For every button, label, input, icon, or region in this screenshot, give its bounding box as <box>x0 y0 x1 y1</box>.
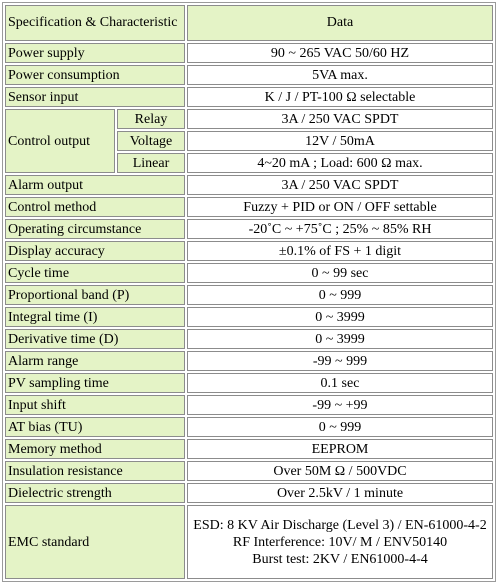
table-row <box>5 65 493 85</box>
row-value: EEPROM <box>187 439 493 459</box>
row-label: Dielectric strength <box>5 483 185 503</box>
row-label: AT bias (TU) <box>5 417 185 437</box>
table-row <box>5 351 493 371</box>
emc-standard-value <box>187 505 493 579</box>
table-row <box>5 175 493 195</box>
table-row <box>5 417 493 437</box>
row-value: 5VA max. <box>187 65 493 85</box>
control-output-label: Control output <box>5 109 115 173</box>
row-label: Integral time (I) <box>5 307 185 327</box>
table-row <box>5 329 493 349</box>
table-row <box>5 109 493 129</box>
table-row <box>5 505 493 579</box>
row-value: 0 ~ 3999 <box>187 307 493 327</box>
row-value: 0 ~ 999 <box>187 285 493 305</box>
table-row <box>5 285 493 305</box>
table-row <box>5 197 493 217</box>
row-value: -99 ~ 999 <box>187 351 493 371</box>
table-row <box>5 483 493 503</box>
row-label: PV sampling time <box>5 373 185 393</box>
row-label: Derivative time (D) <box>5 329 185 349</box>
header-characteristic: Specification & Characteristic <box>5 5 185 41</box>
row-value: 90 ~ 265 VAC 50/60 HZ <box>187 43 493 63</box>
row-value: 0 ~ 999 <box>187 417 493 437</box>
row-label: Power consumption <box>5 65 185 85</box>
row-value: -99 ~ +99 <box>187 395 493 415</box>
row-value: -20˚C ~ +75˚C ; 25% ~ 85% RH <box>187 219 493 239</box>
emc-line-rf: RF Interference: 10V/ M / ENV50140 <box>232 534 448 550</box>
row-value: Fuzzy + PID or ON / OFF settable <box>187 197 493 217</box>
row-value: 3A / 250 VAC SPDT <box>187 175 493 195</box>
sub-row-label-relay: Relay <box>117 109 185 129</box>
emc-line-burst: Burst test: 2KV / EN61000-4-4 <box>252 551 428 567</box>
row-value: Over 50M Ω / 500VDC <box>187 461 493 481</box>
row-label: Control method <box>5 197 185 217</box>
sub-row-label-voltage: Voltage <box>117 131 185 151</box>
emc-standard-label: EMC standard <box>5 505 185 579</box>
table-row <box>5 461 493 481</box>
table-row <box>5 219 493 239</box>
table-header-row <box>5 5 493 41</box>
header-data: Data <box>187 5 493 41</box>
row-label: Display accuracy <box>5 241 185 261</box>
row-label: Alarm output <box>5 175 185 195</box>
table-row <box>5 307 493 327</box>
row-label: Power supply <box>5 43 185 63</box>
row-value: 0 ~ 3999 <box>187 329 493 349</box>
table-row <box>5 439 493 459</box>
row-label: Operating circumstance <box>5 219 185 239</box>
table-row <box>5 373 493 393</box>
table-row <box>5 241 493 261</box>
row-label: Cycle time <box>5 263 185 283</box>
row-label: Insulation resistance <box>5 461 185 481</box>
row-value: K / J / PT-100 Ω selectable <box>187 87 493 107</box>
row-value: 0.1 sec <box>187 373 493 393</box>
table-row <box>5 43 493 63</box>
row-value: 3A / 250 VAC SPDT <box>187 109 493 129</box>
row-label: Input shift <box>5 395 185 415</box>
row-value: 12V / 50mA <box>187 131 493 151</box>
row-label: Memory method <box>5 439 185 459</box>
row-label: Sensor input <box>5 87 185 107</box>
sub-row-label-linear: Linear <box>117 153 185 173</box>
table-row <box>5 395 493 415</box>
row-value: Over 2.5kV / 1 minute <box>187 483 493 503</box>
emc-line-esd: ESD: 8 KV Air Discharge (Level 3) / EN-61000-4-2 <box>193 517 487 533</box>
row-label: Proportional band (P) <box>5 285 185 305</box>
row-value: 4~20 mA ; Load: 600 Ω max. <box>187 153 493 173</box>
row-label: Alarm range <box>5 351 185 371</box>
row-value: 0 ~ 99 sec <box>187 263 493 283</box>
table-row <box>5 87 493 107</box>
table-row <box>5 263 493 283</box>
specification-table <box>2 2 496 582</box>
row-value: ±0.1% of FS + 1 digit <box>187 241 493 261</box>
